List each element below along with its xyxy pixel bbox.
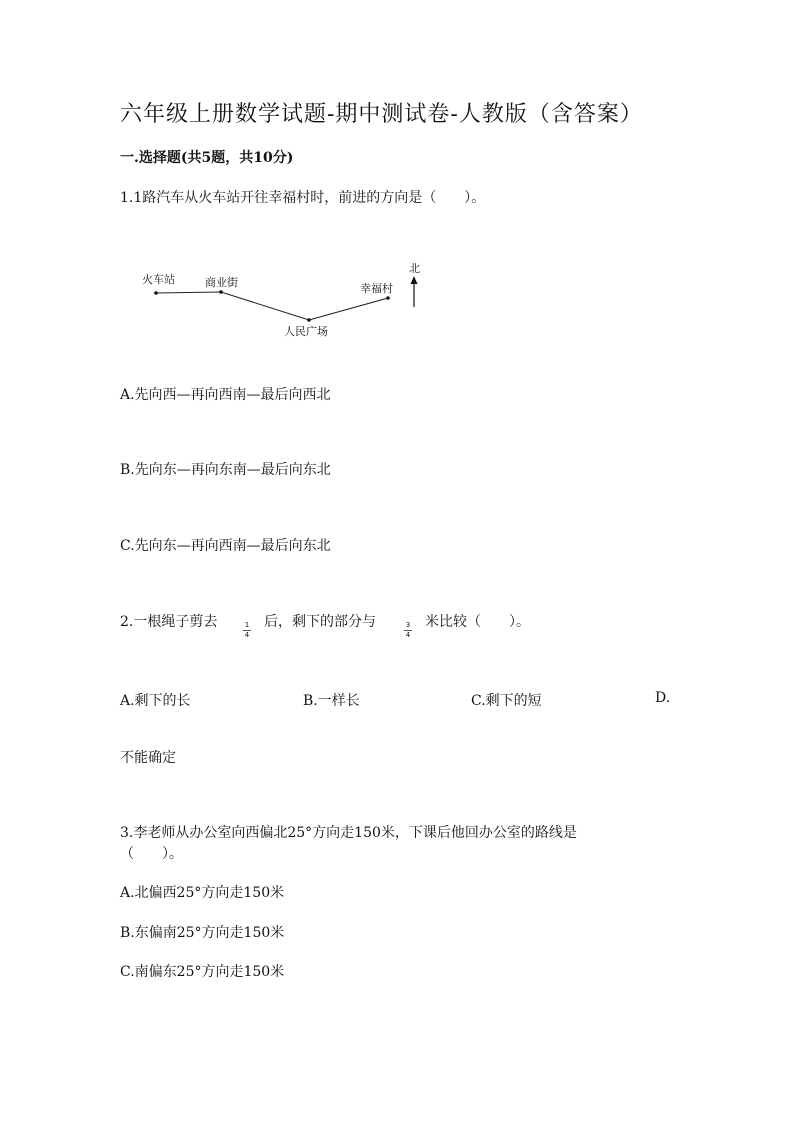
station-dot-train xyxy=(154,291,158,295)
question-2-option-b: B.一样长 xyxy=(303,693,360,709)
fraction-numerator: 3 xyxy=(405,621,411,629)
question-1-option-a: A.先向西—再向西南—最后向西北 xyxy=(120,387,331,403)
question-3-option-c: C.南偏东25°方向走150米 xyxy=(120,964,285,980)
question-2-text-start: 2.一根绳子剪去 xyxy=(120,614,218,630)
station-label-commercial: 商业街 xyxy=(205,276,238,289)
fraction-one-quarter xyxy=(243,622,251,639)
north-arrow-head xyxy=(411,276,418,284)
fraction-denominator: 4 xyxy=(244,631,250,639)
question-1-option-b: B.先向东—再向东南—最后向东北 xyxy=(120,462,331,478)
question-1-option-c: C.先向东—再向西南—最后向东北 xyxy=(120,538,331,554)
station-label-xingfu: 幸福村 xyxy=(360,282,393,295)
station-label-square: 人民广场 xyxy=(284,325,328,338)
station-dot-square xyxy=(307,318,311,322)
question-2-option-c: C.剩下的短 xyxy=(471,693,542,709)
station-dot-xingfu xyxy=(386,296,390,300)
question-2-text-middle: 后，剩下的部分与 xyxy=(264,614,376,630)
fraction-three-quarters xyxy=(404,622,412,639)
question-3-text: 3.李老师从办公室向西偏北25°方向走150米，下课后他回办公室的路线是 xyxy=(120,825,577,841)
station-dot-commercial xyxy=(219,290,223,294)
page-title: 六年级上册数学试题-期中测试卷-人教版（含答案） xyxy=(120,102,643,127)
route-segment-3 xyxy=(309,298,388,320)
fraction-numerator: 1 xyxy=(244,621,250,629)
question-2-option-d: D. xyxy=(655,690,671,706)
fraction-denominator: 4 xyxy=(405,631,411,639)
station-label-train: 火车站 xyxy=(142,273,175,286)
question-2-text-end: 米比较（ ）。 xyxy=(425,614,530,630)
route-segment-1 xyxy=(156,292,221,293)
question-3-option-a: A.北偏西25°方向走150米 xyxy=(120,885,285,901)
question-3-option-b: B.东偏南25°方向走150米 xyxy=(120,925,285,941)
section-heading: 一.选择题(共5题，共10分) xyxy=(120,150,294,166)
question-2-option-d-text: 不能确定 xyxy=(120,750,176,766)
question-2-option-a: A.剩下的长 xyxy=(120,693,191,709)
route-segment-2 xyxy=(221,292,309,320)
route-map-figure xyxy=(130,255,430,345)
question-3-text-cont: （ ）。 xyxy=(120,846,183,862)
north-label: 北 xyxy=(409,262,420,275)
question-1-text: 1.1路汽车从火车站开往幸福村时，前进的方向是（ ）。 xyxy=(120,190,486,206)
